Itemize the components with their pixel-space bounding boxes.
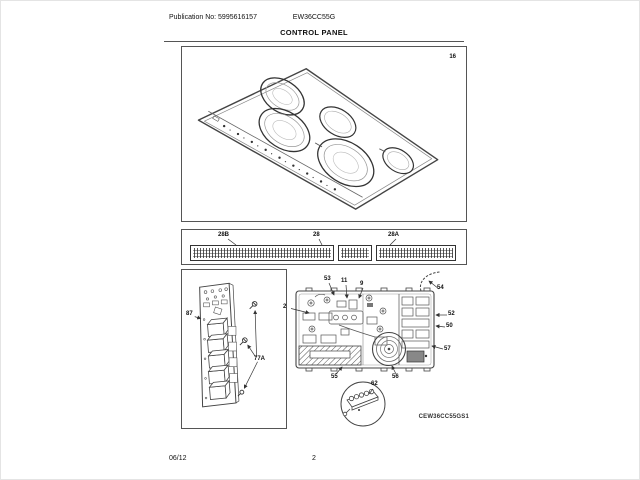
overlay-strip-right (376, 245, 456, 261)
figure-cooktop-box (181, 46, 467, 222)
cooktop-drawing (182, 47, 466, 221)
figure-assembly (279, 267, 471, 433)
figure-overlays-box (181, 229, 467, 265)
callout-52: 52 (448, 311, 455, 317)
callout-77a: 77A (254, 356, 266, 362)
callout-28: 28 (313, 232, 320, 238)
page-title: CONTROL PANEL (280, 28, 348, 37)
callout-50: 50 (446, 323, 453, 329)
overlay-strip-left (190, 245, 334, 261)
callout-16: 16 (449, 54, 456, 60)
callout-87: 87 (186, 311, 193, 317)
diagram-code: CEW36CC55GS1 (418, 414, 469, 420)
callout-53: 53 (324, 276, 331, 282)
overlay-strip-center (338, 245, 372, 261)
callout-28b: 28B (218, 232, 230, 238)
callout-28a: 28A (388, 232, 400, 238)
callout-2: 2 (283, 304, 287, 310)
callout-56: 56 (392, 374, 399, 380)
callout-57: 57 (444, 346, 451, 352)
board-drawing (182, 270, 286, 428)
footer-date: 06/12 (169, 455, 187, 462)
callout-62: 62 (371, 381, 378, 387)
assembly-drawing (279, 267, 471, 433)
callout-11: 11 (341, 278, 348, 284)
header-rule (164, 41, 464, 42)
figure-board-box (181, 269, 287, 429)
model-number: EW36CC55G (292, 14, 336, 21)
publication-number: Publication No: 5995616157 (169, 14, 257, 21)
callout-54: 54 (437, 285, 444, 291)
callout-55: 55 (331, 374, 338, 380)
callout-9: 9 (360, 281, 364, 287)
footer-page-number: 2 (312, 455, 316, 462)
